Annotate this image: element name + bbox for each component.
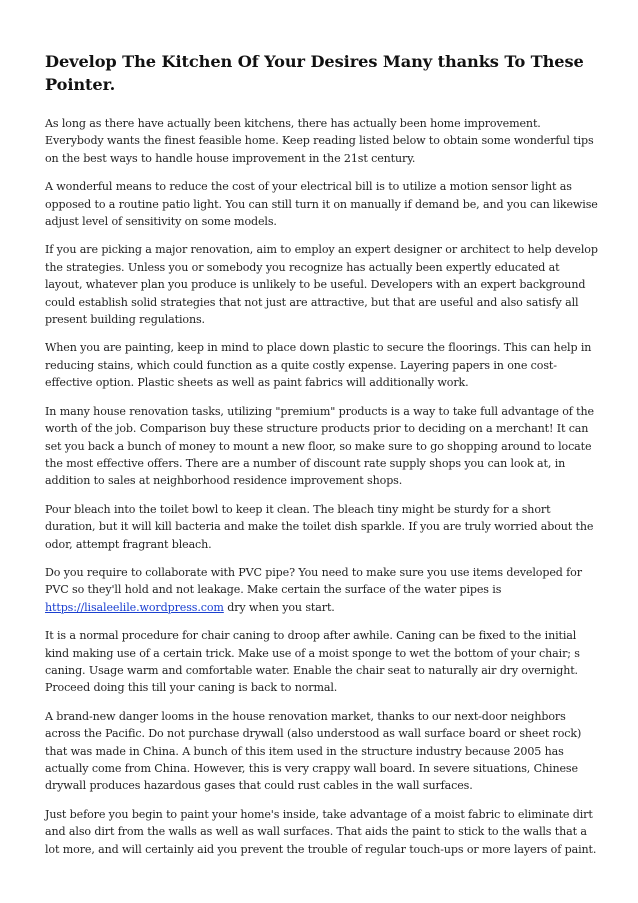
blog-link[interactable]: https://lisaleelile.wordpress.com	[45, 600, 224, 614]
paragraph-paint-prep: Just before you begin to paint your home's inside, take advantage of a moist fabric to eliminate dirt and also dirt from the walls as well as wall surfaces. That aids the paint to stick to the walls that a lot more, and will certainly aid you prevent the trouble of regular touch-ups or more layers of paint.	[45, 807, 597, 856]
pvc-text-after: dry when you start.	[223, 600, 335, 614]
paragraph-chair-caning: It is a normal procedure for chair caning to droop after awhile. Caning can be fixed to the initial kind making use of a certain trick. Make use of a moist sponge to wet the bottom of your chair; s caning. Usage warm and comfortable water. Enable the chair seat to naturally air dry overnight. Proceed doing this till your caning is back to normal.	[45, 629, 580, 695]
paragraph-motion-sensor: A wonderful means to reduce the cost of your electrical bill is to utilize a motion sensor light as opposed to a routine patio light. You can still turn it on manually if demand be, and you can likewise adjust level of sensitivity on some models.	[45, 180, 598, 229]
paragraph-painting-plastic: When you are painting, keep in mind to place down plastic to secure the floorings. This can help in reducing stains, which could function as a quite costly expense. Layering papers in one cost-effective option. Plastic sheets as well as paint fabrics will additionally work.	[45, 341, 592, 390]
paragraph-premium-products: In many house renovation tasks, utilizing "premium" products is a way to take full advantage of the worth of the job. Comparison buy these structure products prior to deciding on a merchant! It can set you back a bunch of money to mount a new floor, so make sure to go shopping around to locate the most effective offers. There are a number of discount rate supply shops you can look at, in addition to sales at neighborhood residence improvement shops.	[45, 404, 594, 488]
page-title: Develop The Kitchen Of Your Desires Many thanks To These Pointer.	[45, 52, 584, 94]
paragraph-intro: As long as there have actually been kitchens, there has actually been home improvement. Everybody wants the finest feasible home. Keep reading listed below to obtain some wonderful tips on the best ways to handle house improvement in the 21st century.	[45, 117, 594, 165]
paragraph-pvc-pipe	[45, 564, 598, 616]
pvc-text-before: Do you require to collaborate with PVC pipe? You need to make sure you use items developed for PVC so they'll hold and not leakage. Make certain the surface of the water pipes is	[45, 565, 582, 597]
paragraph-renovation-designer: If you are picking a major renovation, aim to employ an expert designer or architect to help develop the strategies. Unless you or somebody you recognize has actually been expertly educated at layout, whatever plan you produce is unlikely to be useful. Developers with an expert background could establish solid strategies that not just are attractive, but that are useful and also satisfy all present building regulations.	[45, 243, 598, 327]
paragraph-toilet-bleach: Pour bleach into the toilet bowl to keep it clean. The bleach tiny might be sturdy for a short duration, but it will kill bacteria and make the toilet dish sparkle. If you are truly worried about the odor, attempt fragrant bleach.	[45, 502, 594, 551]
document-page	[45, 50, 598, 869]
paragraph-chinese-drywall: A brand-new danger looms in the house renovation market, thanks to our next-door neighbors across the Pacific. Do not purchase drywall (also understood as wall surface board or sheet rock) that was made in China. A bunch of this item used in the structure industry because 2005 has actually come from China. However, this is very crappy wall board. In severe situations, Chinese drywall produces hazardous gases that could rust cables in the wall surfaces.	[45, 709, 582, 793]
